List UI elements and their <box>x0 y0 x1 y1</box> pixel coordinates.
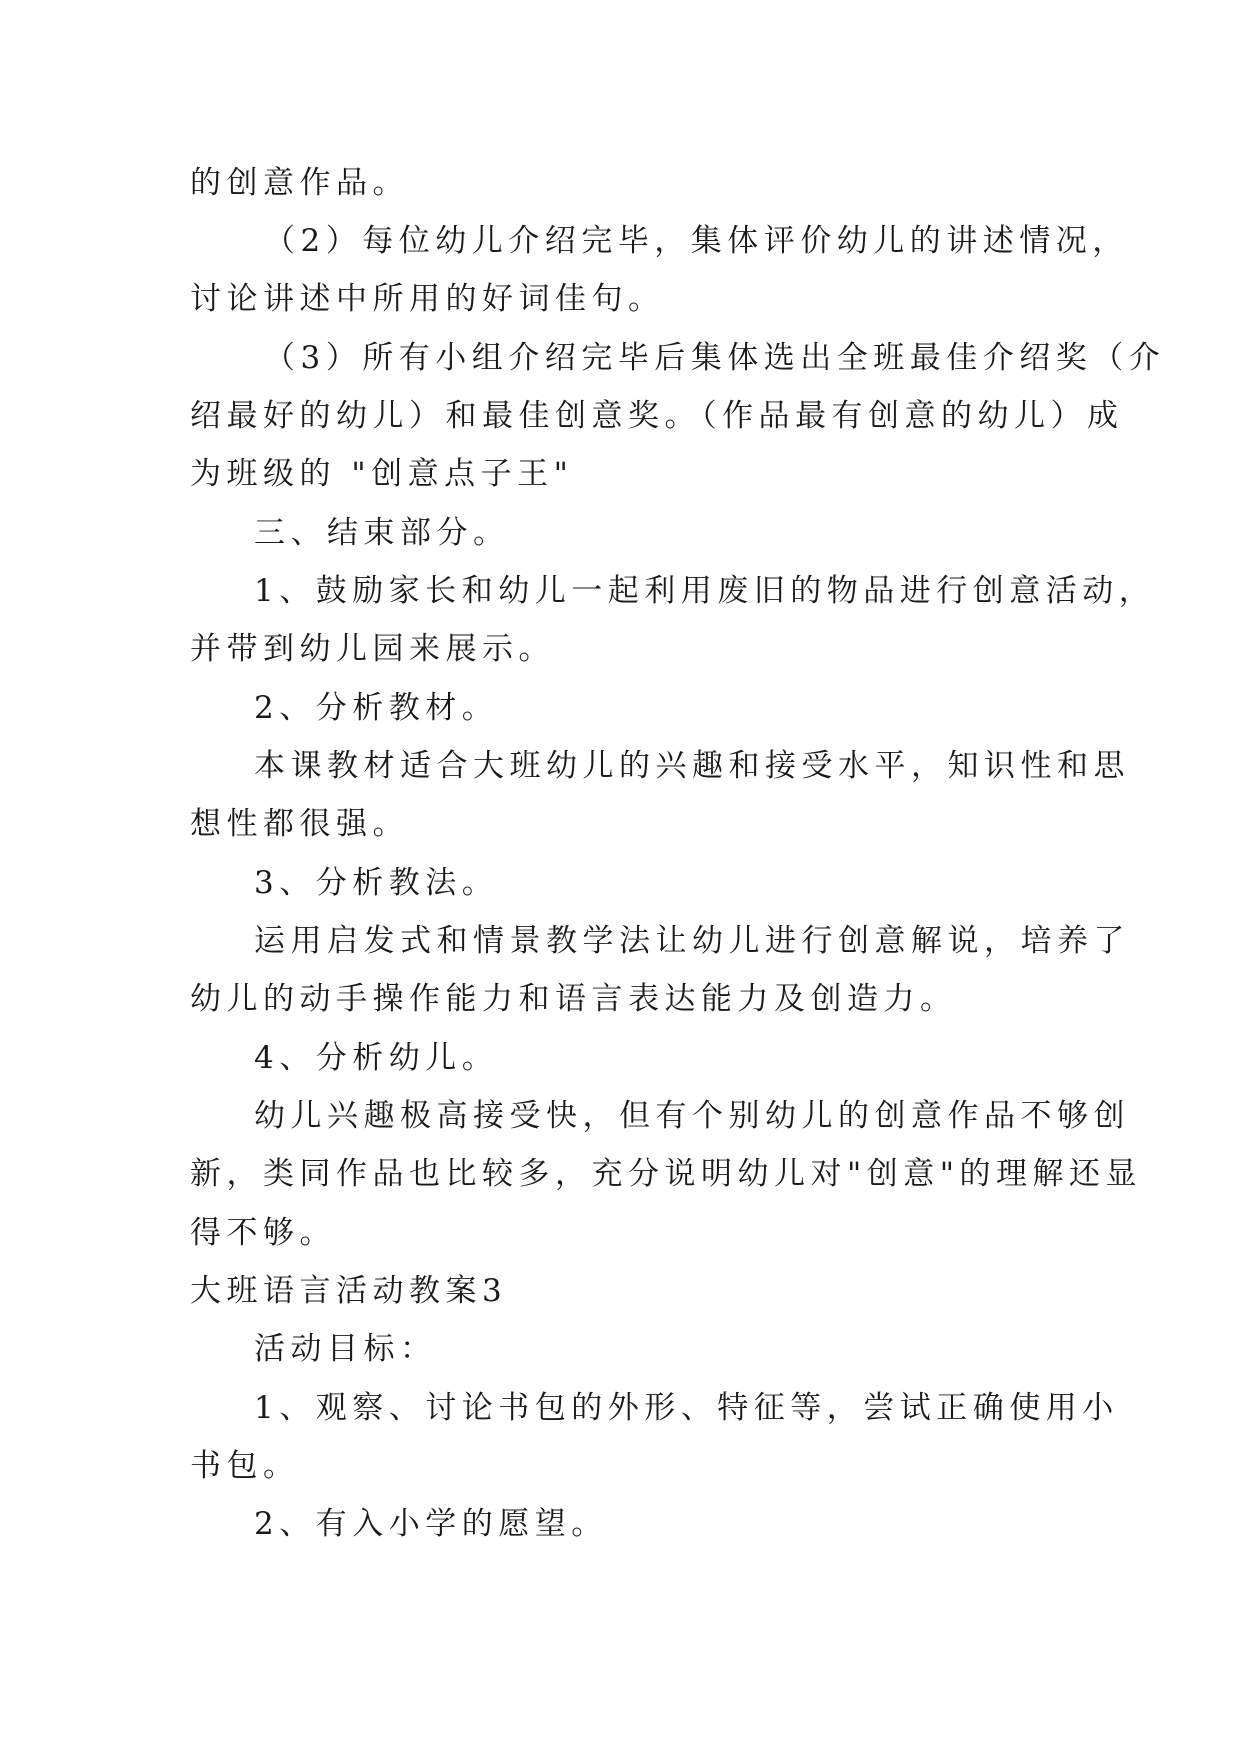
text-line: 活动目标： <box>254 1331 437 1367</box>
text-line: 幼儿的动手操作能力和语言表达能力及创造力。 <box>190 981 957 1017</box>
text-line: 得不够。 <box>190 1215 336 1251</box>
text-line: 运用启发式和情景教学法让幼儿进行创意解说，培养了 <box>254 923 1130 959</box>
section-heading: 三、结束部分。 <box>254 515 510 551</box>
text-line: 1、观察、讨论书包的外形、特征等，尝试正确使用小 <box>254 1390 1119 1426</box>
text-line: 讨论讲述中所用的好词佳句。 <box>190 281 665 317</box>
text-line: 2、分析教材。 <box>254 690 499 726</box>
text-line: 1、鼓励家长和幼儿一起利用废旧的物品进行创意活动， <box>254 573 1156 609</box>
text-line: 4、分析幼儿。 <box>254 1040 499 1076</box>
text-line: 幼儿兴趣极高接受快，但有个别幼儿的创意作品不够创 <box>254 1098 1130 1134</box>
text-line: 并带到幼儿园来展示。 <box>190 631 555 667</box>
text-line: 想性都很强。 <box>190 806 409 842</box>
text-line: 3、分析教法。 <box>254 865 499 901</box>
text-line: 新，类同作品也比较多，充分说明幼儿对"创意"的理解还显 <box>190 1156 1143 1192</box>
text-line: 本课教材适合大班幼儿的兴趣和接受水平，知识性和思 <box>254 748 1130 784</box>
text-line: 为班级的 "创意点子王" <box>190 456 574 492</box>
text-line: 书包。 <box>190 1448 300 1484</box>
text-line: 的创意作品。 <box>190 165 409 201</box>
text-line: 2、有入小学的愿望。 <box>254 1506 608 1542</box>
text-line: （2）每位幼儿介绍完毕，集体评价幼儿的讲述情况， <box>264 223 1129 259</box>
section-title: 大班语言活动教案3 <box>190 1273 508 1309</box>
text-line: （3）所有小组介绍完毕后集体选出全班最佳介绍奖（介 <box>264 340 1166 376</box>
text-line: 绍最好的幼儿）和最佳创意奖。（作品最有创意的幼儿）成 <box>190 398 1124 434</box>
